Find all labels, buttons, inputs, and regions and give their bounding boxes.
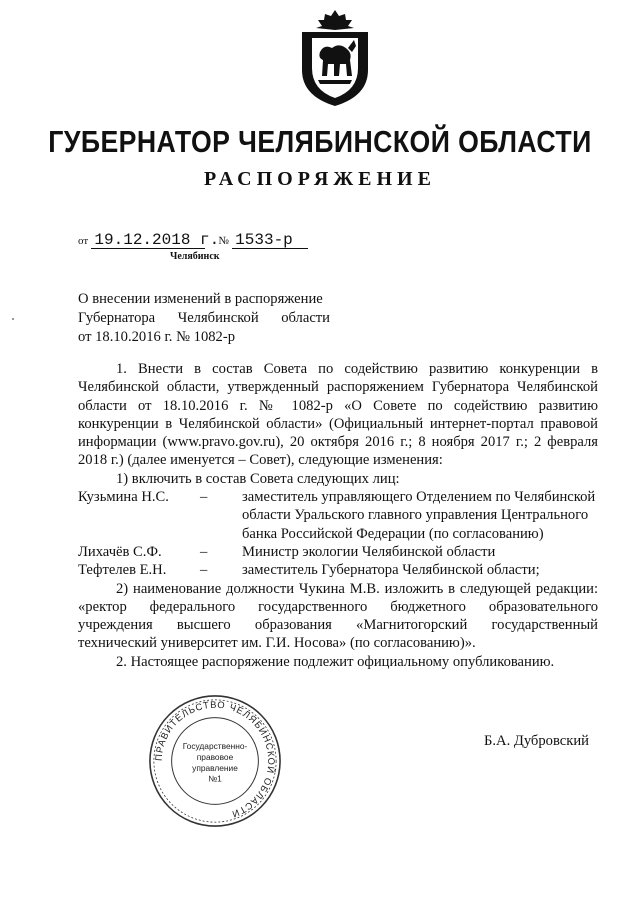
persons-list — [78, 488, 598, 579]
paragraph-2: 2. Настоящее распоряжение подлежит официальному опубликованию. — [116, 653, 555, 670]
seal-inner-line-2: правовое — [196, 752, 234, 763]
person-position: заместитель Губернатора Челябинской области; — [242, 562, 540, 579]
subject-line-3: от 18.10.2016 г. № 1082-р — [78, 329, 236, 345]
date-label: от — [78, 235, 89, 247]
city-label: Челябинск — [170, 251, 220, 262]
number-label: № — [218, 235, 229, 247]
person-name: Лихачёв С.Ф. — [78, 543, 162, 560]
seal-outer-text: ПРАВИТЕЛЬСТВО ЧЕЛЯБИНСКОЙ ОБЛАСТИ — [153, 699, 277, 820]
seal-inner-line-1: Государственно- — [182, 741, 248, 752]
paragraph-1: 1. Внести в состав Совета по содействию развитию конкуренции в Челябинской области, утвержденный распоряжением Губернатора Челябинской области от 18.10.2016 г. № 1082-р «О Совете по содействию развитию конкуренции в Челябинской области» (Официальный интернет-портал правовой информации (www.pravo.gov.ru), 20 октября 2016 г.; 8 ноября 2017 г.; 2 февраля 2018 г.) (далее именуется – Совет), следующие изменения: — [78, 361, 598, 469]
person-name: Тефтелев Е.Н. — [78, 562, 167, 579]
person-row — [78, 543, 598, 561]
document-date: 19.12.2018 г. — [91, 232, 205, 249]
document-number: 1533-р — [232, 232, 308, 249]
person-dash: – — [200, 543, 208, 560]
coat-of-arms-emblem — [290, 8, 380, 108]
person-dash: – — [200, 489, 208, 506]
item-2: 2) наименование должности Чукина М.В. изложить в следующей редакции: «ректор федерального государственного бюджетного образовательного учреждения высшего образования «Магнитогорский государственный технический университет им. Г.И. Носова» (по согласованию)». — [78, 580, 598, 652]
person-position: заместитель управляющего Отделением по Челябинской области Уральского главного управления Центрального банка Российской Федерации (по согласованию) — [242, 489, 596, 542]
seal-inner-line-3: управление — [192, 762, 238, 773]
item-1: 1) включить в состав Совета следующих лиц: — [116, 470, 400, 487]
document-meta — [78, 232, 308, 249]
person-row — [78, 488, 598, 543]
subject-line-1: О внесении изменений в распоряжение — [78, 291, 323, 307]
person-position: Министр экологии Челябинской области — [242, 543, 496, 560]
seal-inner-line-4: №1 — [208, 773, 222, 784]
scan-mark — [12, 318, 14, 320]
subject-line-2: Губернатора Челябинской области — [78, 310, 330, 326]
document-type: РАСПОРЯЖЕНИЕ — [204, 168, 436, 190]
document-subject — [78, 290, 330, 347]
governor-title: ГУБЕРНАТОР ЧЕЛЯБИНСКОЙ ОБЛАСТИ — [48, 124, 592, 159]
signatory-name: Б.А. Дубровский — [484, 733, 589, 749]
person-dash: – — [200, 562, 208, 579]
person-name: Кузьмина Н.С. — [78, 489, 169, 506]
person-row — [78, 561, 598, 579]
official-seal — [146, 692, 284, 830]
document-body — [78, 360, 598, 671]
